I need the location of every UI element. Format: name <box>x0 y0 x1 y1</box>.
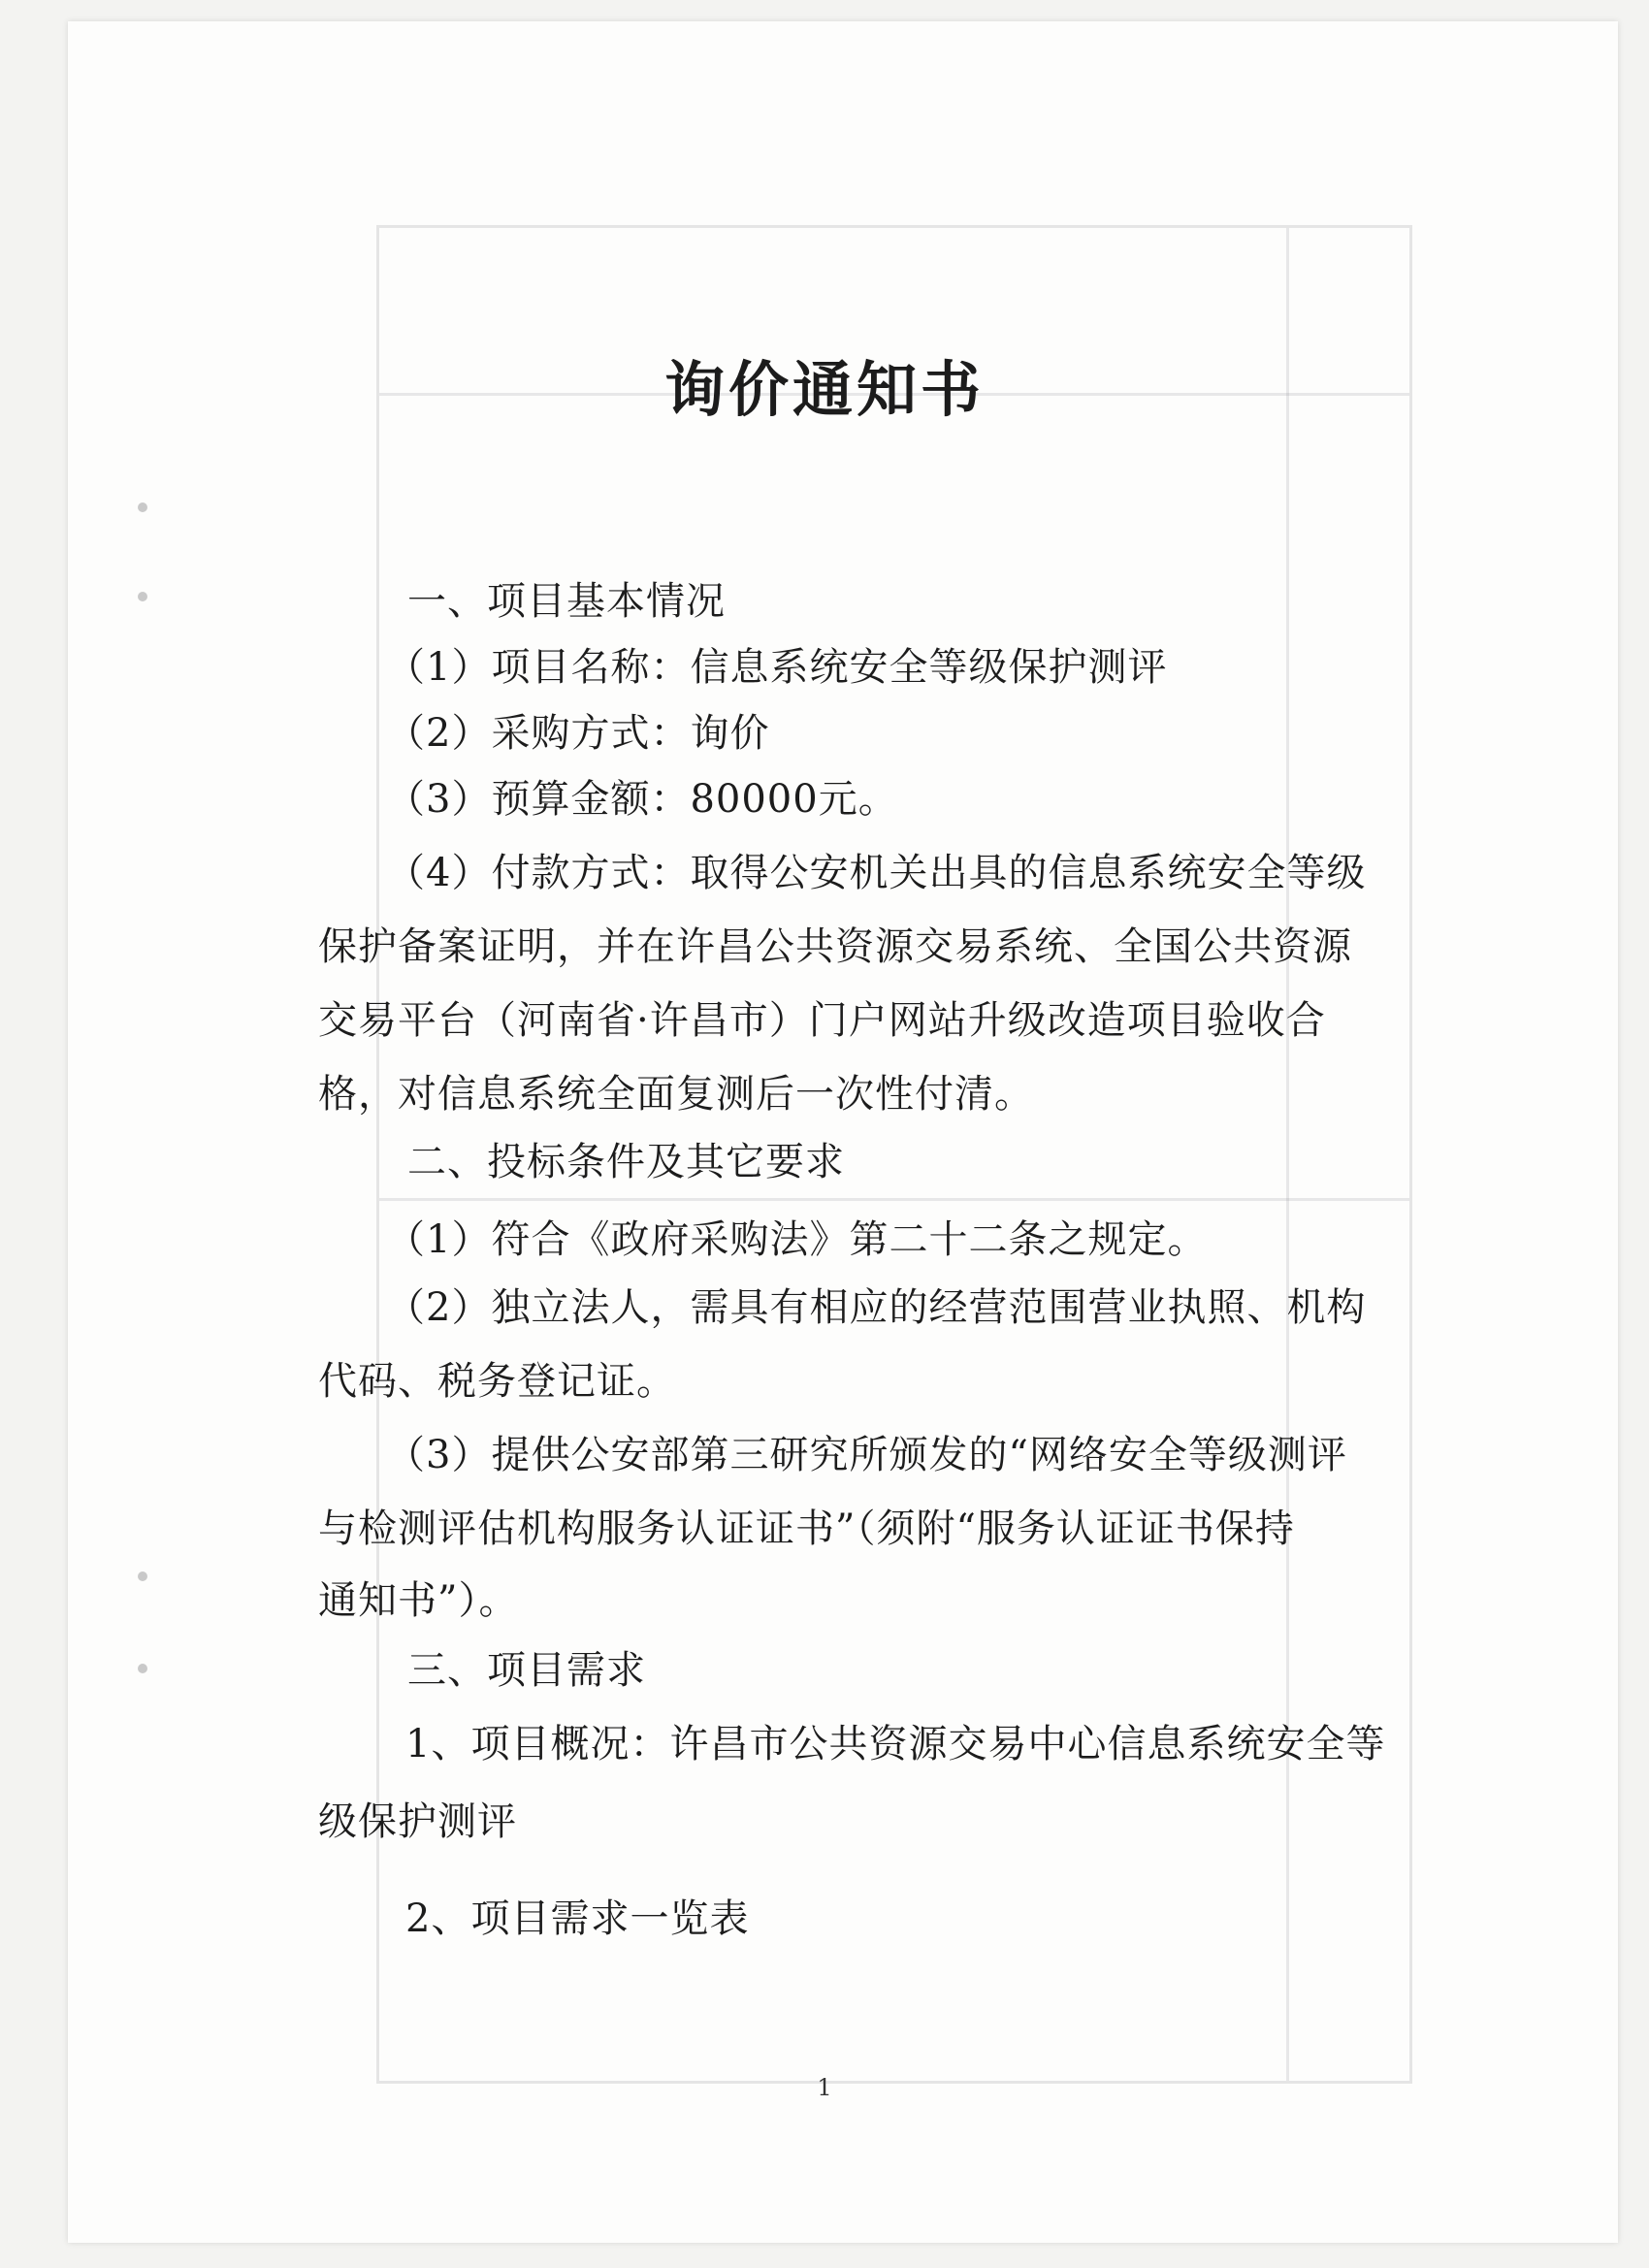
binding-hole <box>138 1664 147 1673</box>
text-line: 与检测评估机构服务认证证书”（须附“服务认证证书保持 <box>318 1507 1295 1551</box>
text-line: （2）采购方式：询价 <box>386 711 770 756</box>
text-line: （1）符合《政府采购法》第二十二条之规定。 <box>386 1217 1208 1262</box>
text-line: 保护备案证明，并在许昌公共资源交易系统、全国公共资源 <box>318 924 1352 969</box>
text-line: （1）项目名称：信息系统安全等级保护测评 <box>386 645 1168 690</box>
text-line: 格，对信息系统全面复测后一次性付清。 <box>318 1072 1034 1117</box>
page-number: 1 <box>817 2074 832 2101</box>
section-heading: 三、项目需求 <box>407 1648 646 1693</box>
page-title: 询价通知书 <box>663 354 985 425</box>
text-line: 级保护测评 <box>318 1799 517 1844</box>
binding-hole <box>138 592 147 601</box>
section-heading: 一、项目基本情况 <box>407 579 726 624</box>
text-line: 交易平台（河南省·许昌市）门户网站升级改造项目验收合 <box>318 998 1326 1043</box>
binding-hole <box>138 1571 147 1581</box>
section-heading: 二、投标条件及其它要求 <box>407 1140 845 1184</box>
text-line: 通知书”）。 <box>318 1578 519 1623</box>
text-line: （2）独立法人，需具有相应的经营范围营业执照、机构 <box>386 1285 1367 1330</box>
text-line: （4）付款方式：取得公安机关出具的信息系统安全等级 <box>386 851 1367 895</box>
text-line: 1、项目概况：许昌市公共资源交易中心信息系统安全等 <box>405 1722 1386 1766</box>
text-line: （3）提供公安部第三研究所颁发的“网络安全等级测评 <box>386 1433 1347 1477</box>
binding-hole <box>138 502 147 512</box>
text-line: 2、项目需求一览表 <box>405 1896 750 1941</box>
text-line: （3）预算金额：80000元。 <box>386 777 898 822</box>
text-line: 代码、税务登记证。 <box>318 1359 676 1404</box>
